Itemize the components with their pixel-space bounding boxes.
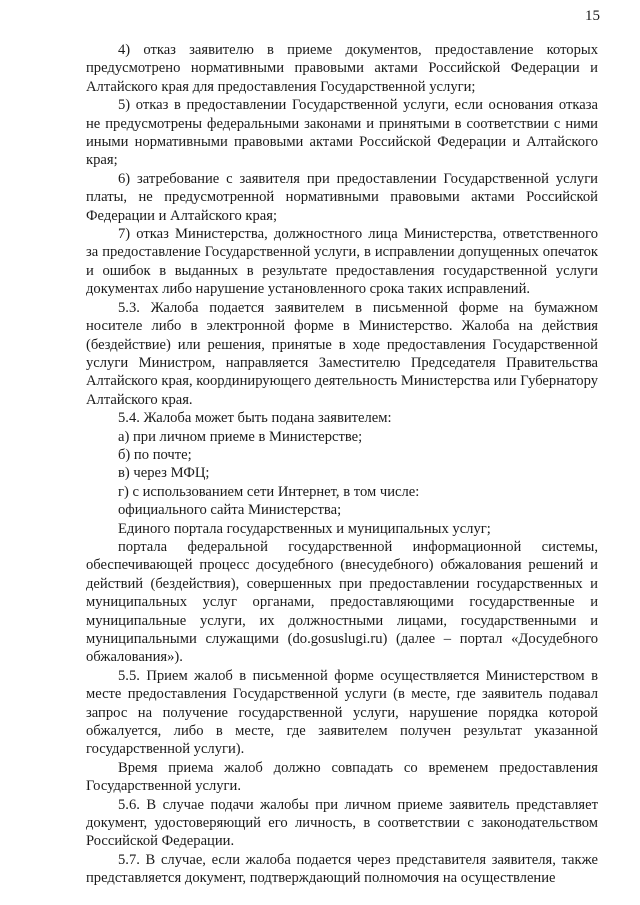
paragraph: 5) отказ в предоставлении Государственной услуги, если основания отказа не предусмотрены федеральными законами и принятыми в соответствии с ними иными нормативными правовыми актами Российской Федерации и Алтайского края; [86,97,598,169]
paragraph: официального сайта Министерства; [118,502,342,519]
paragraph: 5.5. Прием жалоб в письменной форме осуществляется Министерством в месте предоставления Государственной услуги (в месте, где заявитель подавал запрос на получение государственной услуги, нарушение порядка которой обжалуется, либо в месте, где заявителем получен результат указанной государственной услуги). [86,667,598,758]
paragraph: Время приема жалоб должно совпадать со временем предоставления Государственной услуги. [86,759,598,795]
document-body [86,41,598,888]
paragraph: 5.4. Жалоба может быть подана заявителем: [118,410,392,427]
paragraph: 4) отказ заявителю в приеме документов, предоставление которых предусмотрено нормативными правовыми актами Российской Федерации и Алтайского края для предоставления Государственной услуги; [86,42,598,95]
paragraph: 5.6. В случае подачи жалобы при личном приеме заявитель представляет документ, удостоверяющий его личность, в соответствии с законодательством Российской Федерации. [86,796,598,850]
paragraph: г) с использованием сети Интернет, в том числе: [118,483,420,500]
paragraph: 5.7. В случае, если жалоба подается через представителя заявителя, также представляется документ, подтверждающий полномочия на осуществление [86,851,598,887]
page-number: 15 [585,8,600,24]
paragraph: 5.3. Жалоба подается заявителем в письменной форме на бумажном носителе либо в электронной форме в Министерство. Жалоба на действия (бездействие) или решения, принятые в ходе предоставления Государственной услуги Министром, направляется Заместителю Председателя Правительства Алтайского края, координирующего деятельность Министерства или Губернатору Алтайского края. [86,299,598,408]
paragraph: 6) затребование с заявителя при предоставлении Государственной услуги платы, не предусмотренной нормативными правовыми актами Российской Федерации и Алтайского края; [86,170,598,224]
paragraph: а) при личном приеме в Министерстве; [118,428,363,445]
paragraph: портала федеральной государственной информационной системы, обеспечивающей процесс досудебного (внесудебного) обжалования решений и действий (бездействия), совершенных при предоставлении государственных и муниципальных услуг органами, предоставляющими государственные и муниципальные услуги, их должностными лицами, государственными и муниципальными служащими (do.gosuslugi.ru) (далее – портал «Досудебного обжалования»). [86,538,598,666]
paragraph: Единого портала государственных и муниципальных услуг; [118,520,491,537]
paragraph: б) по почте; [118,446,192,463]
paragraph: 7) отказ Министерства, должностного лица Министерства, ответственного за предоставление Государственной услуги, в исправлении допущенных опечаток и ошибок в выданных в результате предоставления государственной услуги документах либо нарушение установленного срока таких исправлений. [86,226,598,298]
paragraph: в) через МФЦ; [118,465,210,482]
